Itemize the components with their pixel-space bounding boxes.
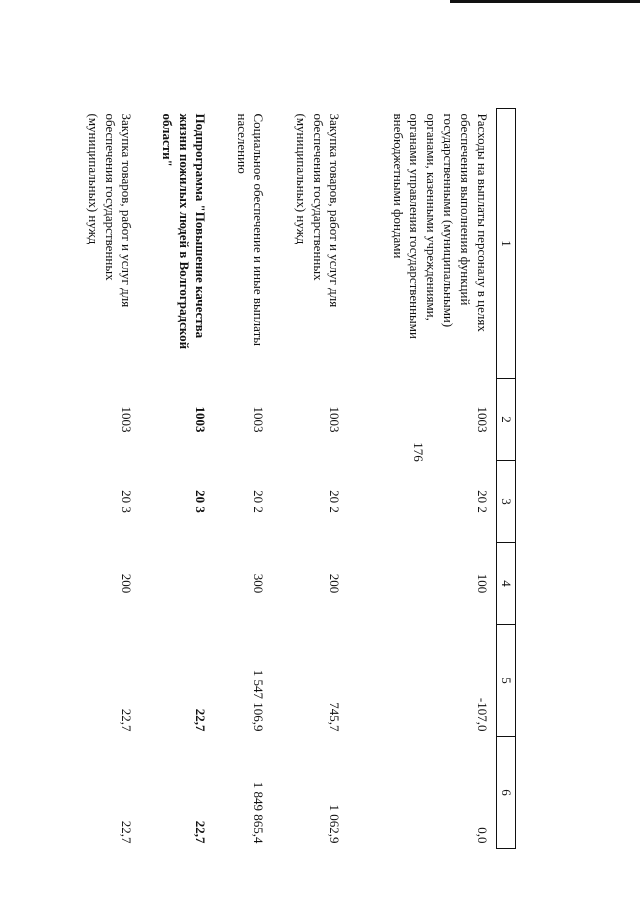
- table-header-row: [497, 109, 516, 849]
- row-value-5: 22,7: [193, 708, 209, 732]
- row-section: 1003: [251, 406, 267, 433]
- row-target: 20 2: [475, 490, 490, 513]
- row-expense-type: [141, 543, 215, 625]
- budget-table: [81, 108, 517, 849]
- table-row: [81, 109, 141, 849]
- column-header: 5: [497, 625, 516, 737]
- row-section: 1003: [193, 406, 209, 433]
- row-expense-type: 300: [251, 573, 267, 594]
- row-expense-type: 100: [475, 573, 490, 594]
- row-value-6: 1 062,9: [327, 804, 343, 844]
- column-header: 6: [497, 737, 516, 849]
- row-target: 20 2: [327, 490, 343, 513]
- row-value-6: 1 849 865,4: [251, 781, 267, 844]
- row-value-5: 1 547 106,9: [251, 669, 267, 732]
- row-value-5: 22,7: [119, 708, 135, 732]
- row-value-6: 22,7: [193, 820, 209, 844]
- row-section: 1003: [119, 406, 135, 433]
- row-name: Закупка товаров, работ и услуг для обеспечения государственных (муниципальных) нужд: [293, 113, 343, 308]
- column-header: 1: [497, 109, 516, 379]
- row-target: 20 3: [193, 490, 209, 513]
- row-name: Социальное обеспечение и иные выплаты населению: [234, 113, 267, 347]
- column-header: 2: [497, 379, 516, 461]
- row-value-6: 22,7: [119, 820, 135, 844]
- row-name: Расходы на выплаты персоналу в целях обеспечения выполнения функций государственными (муниципальными) органами, казенными учреждениями, органами управления государственными внебюджетными фондами: [390, 113, 490, 339]
- row-expense-type: 200: [327, 573, 343, 594]
- row-target: 20 2: [251, 490, 267, 513]
- column-header: 3: [497, 461, 516, 543]
- row-section: 1003: [475, 406, 490, 433]
- row-value-5: -107,0: [475, 697, 490, 732]
- row-section: 1003: [327, 406, 343, 433]
- table-row: [349, 109, 497, 849]
- row-value-5: 745,7: [327, 702, 343, 732]
- table-row: [273, 109, 349, 849]
- column-header: 4: [497, 543, 516, 625]
- scan-edge-mark: [450, 0, 640, 3]
- row-value-6: 0,0: [475, 827, 490, 844]
- table-row-subprogram: [141, 109, 215, 849]
- page-number: 176: [411, 442, 426, 462]
- row-expense-type: 200: [119, 573, 135, 594]
- rotated-page-content: [85, 108, 516, 848]
- table-row: [215, 109, 273, 849]
- row-name: Закупка товаров, работ и услуг для обеспечения государственных (муниципальных) нужд: [85, 113, 135, 308]
- row-name: Подпрограмма "Повышение качества жизни пожилых людей в Волгоградской области": [159, 113, 209, 350]
- row-target: 20 3: [119, 490, 135, 513]
